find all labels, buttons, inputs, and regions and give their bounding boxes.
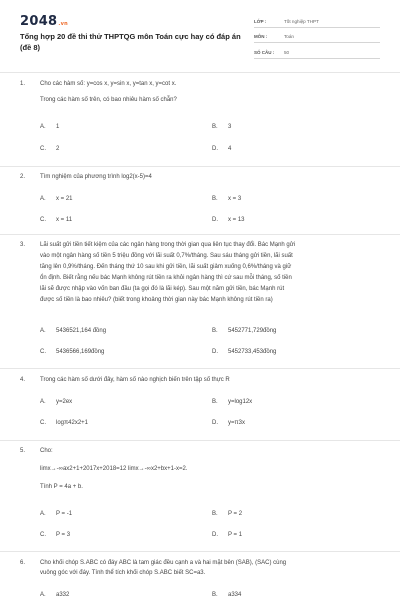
option-letter: C. <box>40 349 46 355</box>
option-text: 4 <box>228 146 232 152</box>
meta-label: MÔN : <box>254 34 268 39</box>
option-letter: A. <box>40 124 46 130</box>
option-text: 5452733,453đồng <box>228 349 277 355</box>
option-letter: D. <box>212 420 218 426</box>
option-b[interactable] <box>212 399 252 405</box>
meta-value: 50 <box>284 49 290 55</box>
option-c[interactable] <box>40 349 104 355</box>
logo-suffix: .vn <box>58 21 69 27</box>
question-text <box>40 240 385 306</box>
option-text: y=π3x <box>228 420 245 426</box>
option-c[interactable] <box>40 420 88 426</box>
option-letter: C. <box>40 217 46 223</box>
option-a[interactable] <box>40 511 72 517</box>
option-b[interactable] <box>212 328 276 334</box>
option-text: 5436521,164 đồng <box>56 328 107 334</box>
option-letter: B. <box>212 124 218 130</box>
option-text: y=log12x <box>228 399 253 405</box>
option-text: 2 <box>56 146 60 152</box>
option-letter: D. <box>212 349 218 355</box>
question-line: Cho: <box>40 448 53 454</box>
option-letter: D. <box>212 532 218 538</box>
option-letter: A. <box>40 399 46 405</box>
question-text <box>40 79 385 105</box>
question-text <box>40 446 385 492</box>
option-d[interactable] <box>212 217 245 223</box>
meta-row-count <box>254 43 380 59</box>
option-text: x = 13 <box>228 217 245 223</box>
question-text <box>40 558 385 578</box>
option-text: 1 <box>56 124 60 130</box>
meta-label: LỚP : <box>254 18 267 24</box>
question-number: 2. <box>20 174 26 180</box>
option-c[interactable] <box>40 217 72 223</box>
option-text: P = 1 <box>228 532 243 538</box>
option-text: P = -1 <box>56 511 73 517</box>
option-text: P = 2 <box>228 511 243 517</box>
option-letter: D. <box>212 146 218 152</box>
meta-row-class <box>254 12 380 28</box>
meta-label: SỐ CÂU : <box>254 49 275 55</box>
option-text: logπ42x2+1 <box>56 420 88 426</box>
option-d[interactable] <box>212 532 242 538</box>
option-text: 3 <box>228 124 232 130</box>
option-text: a334 <box>228 592 242 598</box>
option-letter: B. <box>212 592 218 598</box>
question-line: vuông góc với đáy. Tính thể tích khối chóp S.ABC biết SC=a3. <box>40 570 206 576</box>
page-title: Tổng hợp 20 đề thi thử THPTQG môn Toán cực hay có đáp án (đề 8) <box>20 32 241 52</box>
question-number: 5. <box>20 448 26 454</box>
option-d[interactable] <box>212 420 245 426</box>
option-text: 5452771,729đồng <box>228 328 277 334</box>
divider <box>0 166 400 167</box>
question-number: 1. <box>20 81 26 87</box>
option-text: x = 3 <box>228 196 242 202</box>
option-a[interactable] <box>40 196 73 202</box>
divider <box>0 551 400 552</box>
question-line: Trong các hàm số dưới đây, hàm số nào nghịch biến trên tập số thực R <box>40 377 230 383</box>
exam-meta-table <box>254 12 380 59</box>
option-text: P = 3 <box>56 532 71 538</box>
question-line-spacer <box>40 474 385 482</box>
logo-text: 2048 <box>20 14 58 29</box>
question-number: 6. <box>20 560 26 566</box>
option-d[interactable] <box>212 146 231 152</box>
divider <box>0 368 400 369</box>
question-number: 3. <box>20 242 26 248</box>
divider <box>0 72 400 73</box>
page-header <box>0 0 400 72</box>
option-b[interactable] <box>212 511 242 517</box>
option-a[interactable] <box>40 592 69 598</box>
option-c[interactable] <box>40 532 70 538</box>
option-a[interactable] <box>40 328 106 334</box>
question-line: ổn định. Biết rằng nếu bác Mạnh không rút tiền ra khỏi ngân hàng thì cứ sau mỗi tháng, số tiền <box>40 275 292 281</box>
option-d[interactable] <box>212 349 276 355</box>
meta-value: Toán <box>284 34 294 39</box>
option-text: a332 <box>56 592 70 598</box>
question-line-spacer <box>40 456 385 464</box>
divider <box>0 234 400 235</box>
option-letter: A. <box>40 328 46 334</box>
meta-value: Tốt nghiệp THPT <box>284 18 319 24</box>
question-text <box>40 375 385 385</box>
meta-row-subject <box>254 28 380 44</box>
question-line: Cho khối chóp S.ABC có đáy ABC là tam giác đều cạnh a và hai mặt bên (SAB), (SAC) cùng <box>40 560 287 566</box>
question-line: Cho các hàm số: y=cos x, y=sin x, y=tan x, y=cot x. <box>40 81 177 87</box>
question-text <box>40 172 385 182</box>
option-text: y=2ex <box>56 399 73 405</box>
option-letter: B. <box>212 328 218 334</box>
question-line: Lãi suất gửi tiền tiết kiệm của các ngân hàng trong thời gian qua liên tục thay đổi. Bác Mạnh gửi <box>40 242 296 248</box>
question-line: Tính P = 4a + b. <box>40 484 83 490</box>
question-line: Trong các hàm số trên, có bao nhiêu hàm số chẵn? <box>40 97 177 103</box>
option-letter: D. <box>212 217 218 223</box>
option-letter: A. <box>40 196 46 202</box>
option-text: x = 11 <box>56 217 73 223</box>
option-b[interactable] <box>212 196 241 202</box>
option-b[interactable] <box>212 124 231 130</box>
option-letter: A. <box>40 592 46 598</box>
question-line: tăng lên 0,9%/tháng. Đến tháng thứ 10 sau khi gửi tiền, lãi suất giảm xuống 0,6%/tháng và giữ <box>40 264 292 270</box>
option-letter: A. <box>40 511 46 517</box>
question-line: limx→-∞ax2+1+2017x+2018=12 limx→-∞x2+bx+1-x=2. <box>40 466 188 472</box>
question-line: được số tiền là bao nhiêu? (biết trong khoảng thời gian này bác Mạnh không rút tiền ra) <box>40 297 273 303</box>
site-logo[interactable] <box>20 14 68 29</box>
option-letter: C. <box>40 420 46 426</box>
option-letter: B. <box>212 196 218 202</box>
option-b[interactable] <box>212 592 241 598</box>
option-text: 5436566,169đồng <box>56 349 105 355</box>
option-a[interactable] <box>40 124 59 130</box>
question-number: 4. <box>20 377 26 383</box>
option-letter: B. <box>212 399 218 405</box>
question-line: vào một ngân hàng số tiền 5 triệu đồng với lãi suất 0,7%/tháng. Sau sáu tháng gửi tiền, lãi suất <box>40 253 293 259</box>
option-letter: C. <box>40 532 46 538</box>
question-line: lãi sẽ được nhập vào vốn ban đầu (ta gọi đó là lãi kép). Sau một năm gửi tiền, bác Mạnh rút <box>40 286 285 292</box>
option-c[interactable] <box>40 146 59 152</box>
option-letter: C. <box>40 146 46 152</box>
divider <box>0 440 400 441</box>
option-letter: B. <box>212 511 218 517</box>
option-a[interactable] <box>40 399 72 405</box>
option-text: x = 21 <box>56 196 73 202</box>
question-line: Tìm nghiệm của phương trình log2(x-5)=4 <box>40 174 152 180</box>
